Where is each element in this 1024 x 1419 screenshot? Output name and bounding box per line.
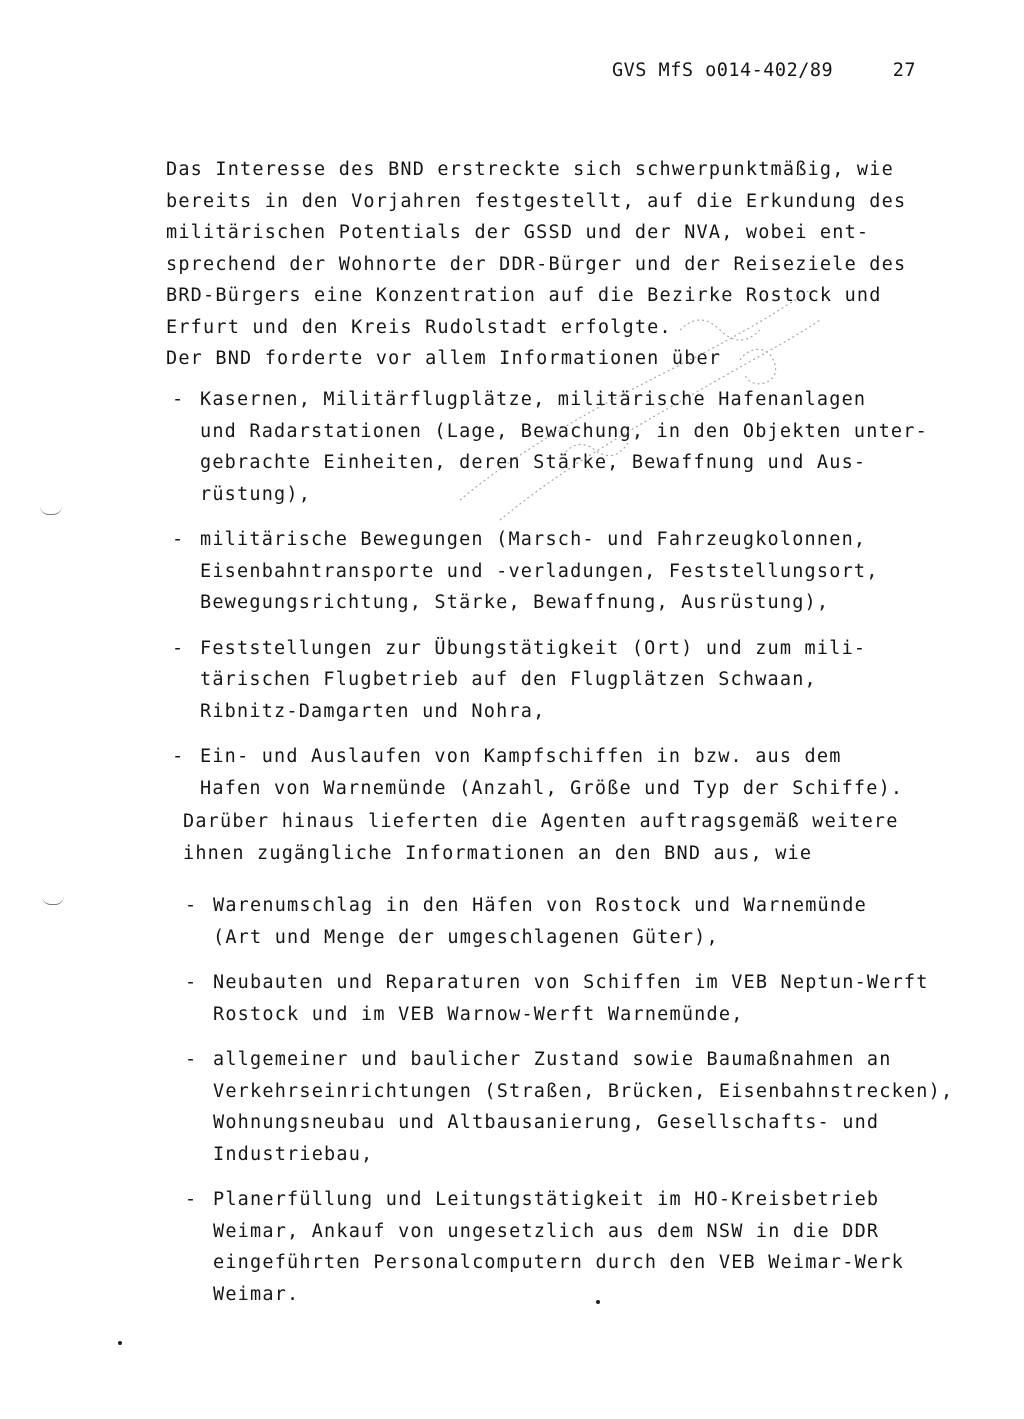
paragraph-intro xyxy=(166,154,906,375)
list-item-line: Weimar. xyxy=(213,1283,300,1305)
page-header xyxy=(612,60,916,81)
list-item xyxy=(185,967,953,1030)
list-item-line: Industriebau, xyxy=(213,1143,374,1165)
list-dash: - xyxy=(172,746,185,767)
list-item-line: Wohnungsneubau und Altbausanierung, Gesellschafts- und xyxy=(213,1112,880,1133)
list-item-line: (Art und Menge der umgeschlagenen Güter), xyxy=(213,926,719,948)
list-dash: - xyxy=(172,637,185,659)
list-item-line: militärische Bewegungen (Marsch- und Fahrzeugkolonnen, xyxy=(200,529,867,550)
list-item-line: Feststellungen zur Übungstätigkeit (Ort) und zum mili- xyxy=(200,637,867,659)
list-dash: - xyxy=(172,389,185,410)
list-item-line: Verkehrseinrichtungen (Straßen, Brücken, Eisenbahnstrecken), xyxy=(213,1080,954,1102)
list-item-line: allgemeiner und baulicher Zustand sowie Baumaßnahmen an xyxy=(213,1049,892,1070)
list-item xyxy=(185,890,953,953)
paragraph-line: Das Interesse des BND erstreckte sich schwerpunktmäßig, wie xyxy=(166,159,894,180)
page-number: 27 xyxy=(892,60,917,81)
list-dash: - xyxy=(172,529,185,550)
margin-mark xyxy=(40,506,62,515)
document-id: GVS MfS o014-402/89 xyxy=(612,60,834,81)
list-item-line: Hafen von Warnemünde (Anzahl, Größe und Typ der Schiffe). xyxy=(200,777,904,799)
paragraph-line: Darüber hinaus lieferten die Agenten auftragsgemäß weitere xyxy=(183,811,899,832)
paragraph-additional xyxy=(183,806,899,869)
list-item xyxy=(172,524,928,619)
list-item-line: rüstung), xyxy=(200,483,312,505)
ink-speck xyxy=(596,1300,600,1304)
list-item-line: gebrachte Einheiten, deren Stärke, Bewaffnung und Aus- xyxy=(200,452,867,473)
list-item-line: Ribnitz-Damgarten und Nohra, xyxy=(200,700,546,722)
list-item xyxy=(172,384,928,510)
list-dash: - xyxy=(185,1189,198,1210)
paragraph-line: Erfurt und den Kreis Rudolstadt erfolgte. xyxy=(166,316,672,338)
list-item-line: Eisenbahntransporte und -verladungen, Feststellungsort, xyxy=(200,560,879,582)
list-item-line: und Radarstationen (Lage, Bewachung, in den Objekten unter- xyxy=(200,420,928,442)
paragraph-line: ihnen zugängliche Informationen an den BND aus, wie xyxy=(183,842,813,864)
list-item-line: eingeführten Personalcomputern durch den VEB Weimar-Werk xyxy=(213,1252,904,1273)
list-item xyxy=(172,633,928,728)
paragraph-line: BRD-Bürgers eine Konzentration auf die Bezirke Rostock und xyxy=(166,285,882,306)
list-item-line: Warenumschlag in den Häfen von Rostock und Warnemünde xyxy=(213,895,867,916)
list-item-line: Planerfüllung und Leitungstätigkeit im HO-Kreisbetrieb xyxy=(213,1189,880,1210)
list-item xyxy=(172,741,928,804)
list-item-line: Rostock und im VEB Warnow-Werft Warnemünde, xyxy=(213,1003,744,1025)
list-dash: - xyxy=(185,895,198,916)
paragraph-line: Der BND forderte vor allem Informationen über xyxy=(166,348,722,369)
list-item xyxy=(185,1184,953,1310)
list-dash: - xyxy=(185,972,198,993)
list-item-line: Kasernen, Militärflugplätze, militärische Hafenanlagen xyxy=(200,389,867,410)
list-item-line: Ein- und Auslaufen von Kampfschiffen in bzw. aus dem xyxy=(200,746,842,767)
ink-speck xyxy=(118,1341,122,1345)
list-item-line: Neubauten und Reparaturen von Schiffen im VEB Neptun-Werft xyxy=(213,972,929,993)
list-item-line: tärischen Flugbetrieb auf den Flugplätzen Schwaan, xyxy=(200,669,817,690)
list-item-line: Weimar, Ankauf von ungesetzlich aus dem NSW in die DDR xyxy=(213,1220,880,1242)
paragraph-line: bereits in den Vorjahren festgestellt, auf die Erkundung des xyxy=(166,190,907,212)
list-item xyxy=(185,1044,953,1170)
list-additional-information xyxy=(185,890,953,1324)
margin-mark xyxy=(42,896,64,905)
list-item-line: Bewegungsrichtung, Stärke, Bewaffnung, Ausrüstung), xyxy=(200,592,830,613)
list-information-requests xyxy=(172,384,928,818)
paragraph-line: sprechend der Wohnorte der DDR-Bürger und der Reiseziele des xyxy=(166,253,907,275)
list-dash: - xyxy=(185,1049,198,1070)
paragraph-line: militärischen Potentials der GSSD und der NVA, wobei ent- xyxy=(166,222,870,243)
